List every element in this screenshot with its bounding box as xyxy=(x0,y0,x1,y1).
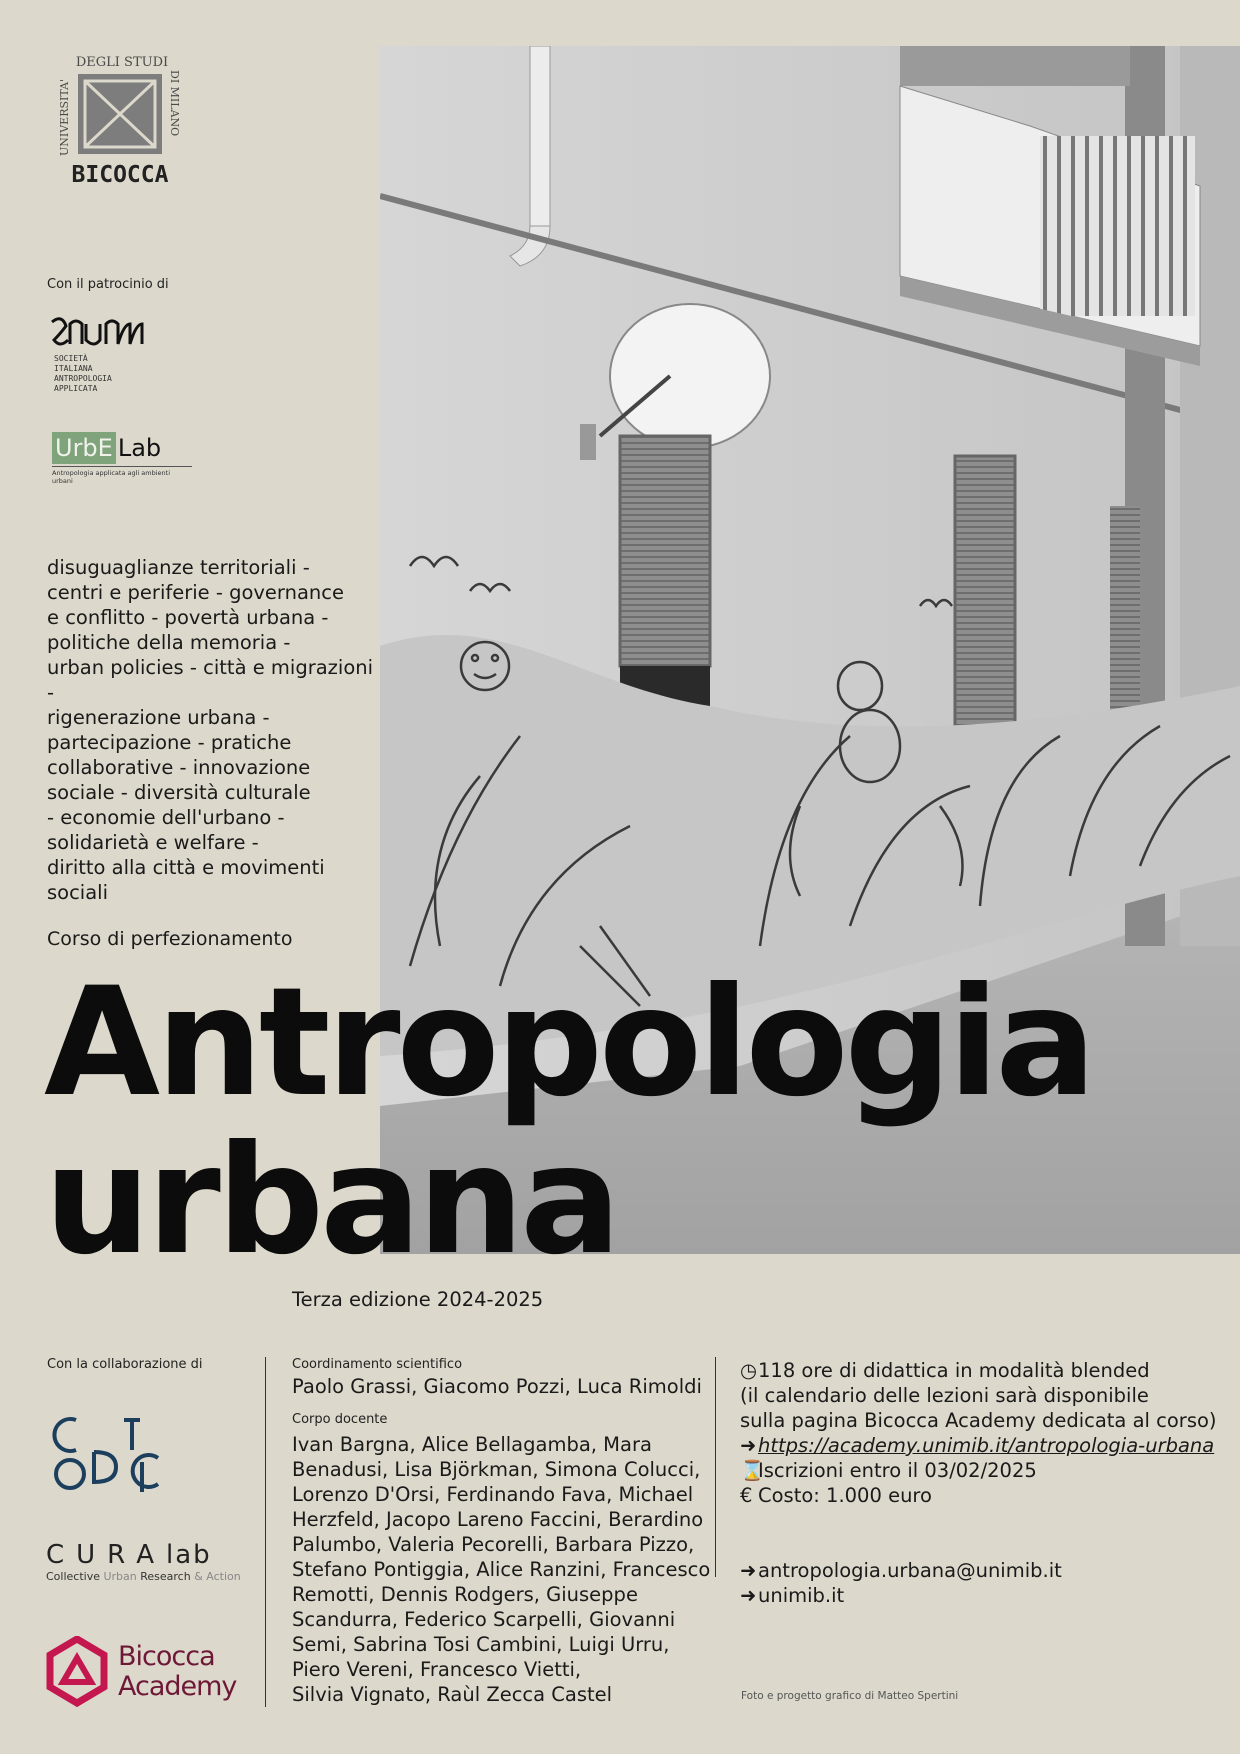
coordination-names: Paolo Grassi, Giacomo Pozzi, Luca Rimoldi xyxy=(292,1375,702,1398)
arrow-right-icon: ➜ xyxy=(740,1584,757,1607)
curalab-tag: & Action xyxy=(194,1570,241,1583)
university-logo xyxy=(52,48,182,188)
curalab-name-a: CURA xyxy=(46,1540,166,1570)
siaa-line: SOCIETÀ xyxy=(54,354,88,363)
urbelab-tagline: Antropologia applicata agli ambienti urbani xyxy=(52,466,192,485)
urbelab-logo xyxy=(52,432,202,485)
siaa-line: APPLICATA xyxy=(54,384,98,393)
euro-icon: € xyxy=(740,1484,753,1507)
curalab-logo xyxy=(46,1540,246,1590)
urbelab-name-b: Lab xyxy=(117,434,162,462)
siaa-line: ANTROPOLOGIA xyxy=(54,374,112,383)
logo-text-left: UNIVERSITA' xyxy=(58,78,71,156)
calendar-note: sulla pagina Bicocca Academy dedicata al corso) xyxy=(740,1409,1217,1432)
arrow-right-icon: ➜ xyxy=(740,1559,757,1582)
arrow-right-icon: ➜ xyxy=(740,1434,757,1457)
curalab-tag: Urban xyxy=(103,1570,141,1583)
curalab-name-b: lab xyxy=(165,1540,212,1570)
hours-text: 118 ore di didattica in modalità blended xyxy=(758,1359,1150,1382)
siaa-logo xyxy=(48,314,158,394)
codici-logo xyxy=(46,1412,164,1494)
contacts xyxy=(740,1558,1062,1608)
coordination-label: Coordinamento scientifico xyxy=(292,1357,463,1372)
bicocca-academy-logo xyxy=(46,1636,246,1708)
course-info xyxy=(740,1358,1230,1508)
clock-icon: ◷ xyxy=(740,1359,758,1382)
curalab-tag: Research xyxy=(140,1570,195,1583)
curalab-tag: Collective xyxy=(46,1570,104,1583)
site-link[interactable]: unimib.it xyxy=(758,1584,845,1607)
logo-text-bottom: BICOCCA xyxy=(71,162,169,188)
course-title-line-2: urbana xyxy=(44,1114,618,1288)
logo-text-top: DEGLI STUDI xyxy=(75,55,169,70)
keywords-list: disuguaglianze territoriali - centri e periferie - governance e conflitto - povertà urbana - politiche della memoria - urban policies - città e migrazioni - rigenerazione urbana - partecipazione - pratiche collaborative - innovazione sociale - diversità culturale - economie dell'urbano - solidarietà e welfare - diritto alla città e movimenti sociali xyxy=(47,556,374,904)
faculty-label: Corpo docente xyxy=(292,1412,388,1427)
logo-text-right: DI MILANO xyxy=(168,70,181,137)
academy-line-2: Academy xyxy=(118,1671,237,1702)
academy-hexagon-icon xyxy=(46,1636,108,1708)
course-title-line-1: Antropologia xyxy=(44,956,1093,1130)
collaboration-label: Con la collaborazione di xyxy=(47,1357,203,1372)
column-divider xyxy=(265,1357,266,1707)
hourglass-icon: ⌛ xyxy=(740,1459,765,1482)
calendar-note: (il calendario delle lezioni sarà disponibile xyxy=(740,1384,1149,1407)
deadline-text: Iscrizioni entro il 03/02/2025 xyxy=(758,1459,1037,1482)
urbelab-name-a: UrbE xyxy=(52,432,116,464)
academy-line-1: Bicocca xyxy=(118,1641,215,1672)
email-link[interactable]: antropologia.urbana@unimib.it xyxy=(758,1559,1062,1582)
faculty-names: Ivan Bargna, Alice Bellagamba, Mara Benadusi, Lisa Björkman, Simona Colucci, Lorenzo D'Orsi, Ferdinando Fava, Michael Herzfeld, Jacopo Lareno Faccini, Berardino Palumbo, Valeria Pecorelli, Barbara Pizzo, Stefano Pontiggia, Alice Ranzini, Francesco Remotti, Dennis Rodgers, Giuseppe Scandurra, Federico Scarpelli, Giovanni Semi, Sabrina Tosi Cambini, Luigi Urru, Piero Vereni, Francesco Vietti, Silvia Vignato, Raùl Zecca Castel xyxy=(292,1433,711,1706)
photo-credit: Foto e progetto grafico di Matteo Spertini xyxy=(741,1690,959,1702)
cost-text: Costo: 1.000 euro xyxy=(758,1484,932,1507)
course-type: Corso di perfezionamento xyxy=(47,928,293,950)
edition-label: Terza edizione 2024-2025 xyxy=(292,1288,544,1311)
patronage-label: Con il patrocinio di xyxy=(47,277,169,292)
column-divider xyxy=(715,1357,716,1577)
course-url-link[interactable]: https://academy.unimib.it/antropologia-urbana xyxy=(758,1434,1215,1457)
siaa-line: ITALIANA xyxy=(54,364,93,373)
